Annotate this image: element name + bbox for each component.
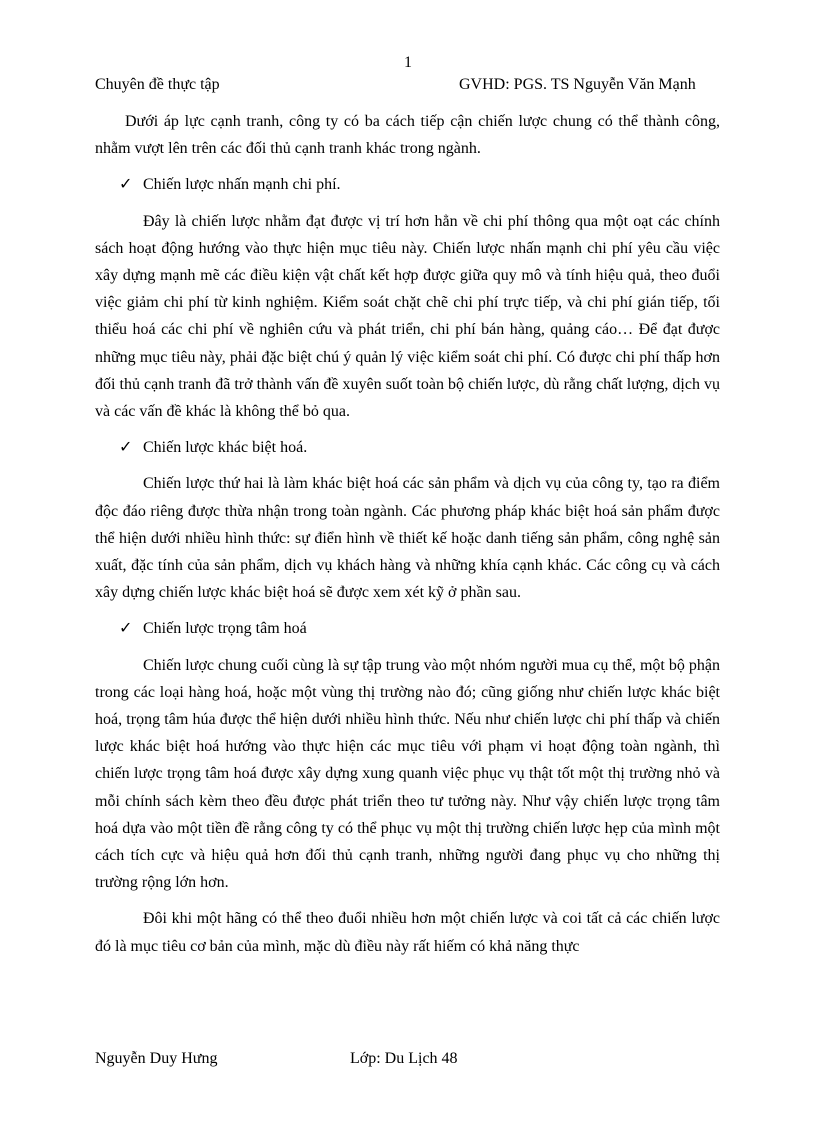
header-left-title: Chuyên đề thực tập <box>95 76 220 93</box>
paragraph: Chiến lược chung cuối cùng là sự tập trung vào một nhóm người mua cụ thể, một bộ phận trong các loại hàng hoá, hoặc một vùng thị trường nào đó; cũng giống như chiến lược khác biệt hoá, trọng tâm húa được thể hiện dưới nhiều hình thức. Nếu như chiến lược chi phí thấp và chiến lược khác biệt hoá hướng vào thực hiện các mục tiêu với phạm vi hoạt động toàn ngành, thì chiến lược trọng tâm hoá được xây dựng xung quanh việc phục vụ thật tốt một thị trường nhỏ và mỗi chính sách kèm theo đều được phát triển theo tư tưởng này. Như vậy chiến lược trọng tâm hoá dựa vào một tiền đề rằng công ty có thể phục vụ một thị trường chiến lược hẹp của mình một cách tích cực và hiệu quả hơn đối thủ cạnh tranh, những người đang phục vụ cho những thị trường rộng lớn hơn. <box>95 656 720 892</box>
section-heading-label: Chiến lược khác biệt hoá. <box>143 439 308 457</box>
paragraph: Đôi khi một hãng có thể theo đuổi nhiều hơn một chiến lược và coi tất cả các chiến lược đó là mục tiêu cơ bản của mình, mặc dù điều này rất hiếm có khả năng thực <box>95 910 720 955</box>
section-heading-cost <box>95 171 720 198</box>
section-heading-differentiation <box>95 434 720 461</box>
section-heading-label: Chiến lược trọng tâm hoá <box>143 620 307 638</box>
intro-paragraph: Dưới áp lực cạnh tranh, công ty có ba cách tiếp cận chiến lược chung có thể thành công, nhằm vượt lên trên các đối thủ cạnh tranh khác trong ngành. <box>95 113 720 158</box>
section-heading-focus <box>95 615 720 642</box>
paragraph: Chiến lược thứ hai là làm khác biệt hoá các sản phẩm và dịch vụ của công ty, tạo ra điểm độc đáo riêng được thừa nhận trong toàn ngành. Các phương pháp khác biệt hoá sản phẩm được thể hiện dưới nhiều hình thức: sự điển hình về thiết kế hoặc danh tiếng sản phẩm, công nghệ sản xuất, đặc tính của sản phẩm, dịch vụ khách hàng và những khía cạnh khác. Các công cụ và cách xây dựng chiến lược khác biệt hoá sẽ được xem xét kỹ ở phần sau. <box>95 475 720 602</box>
page-number: 1 <box>404 54 412 71</box>
checkmark-icon: ✓ <box>119 439 133 457</box>
header-right-supervisor: GVHD: PGS. TS Nguyễn Văn Mạnh <box>459 76 696 93</box>
section-heading-label: Chiến lược nhấn mạnh chi phí. <box>143 176 341 194</box>
checkmark-icon: ✓ <box>119 620 133 638</box>
footer-class: Lớp: Du Lịch 48 <box>350 1050 458 1067</box>
footer-author: Nguyễn Duy Hưng <box>95 1050 218 1067</box>
checkmark-icon: ✓ <box>119 176 133 194</box>
document-body <box>95 108 720 969</box>
paragraph: Đây là chiến lược nhằm đạt được vị trí hơn hẳn về chi phí thông qua một oạt các chính sách hoạt động hướng vào thực hiện mục tiêu này. Chiến lược nhấn mạnh chi phí yêu cầu việc xây dựng mạnh mẽ các điều kiện vật chất kết hợp được giữa quy mô và tính hiệu quả, theo đuổi việc giảm chi phí từ kinh nghiệm. Kiểm soát chặt chẽ chi phí trực tiếp, và chi phí gián tiếp, tối thiểu hoá các chi phí về nghiên cứu và phát triển, chi phí bán hàng, quảng cáo… Để đạt được những mục tiêu này, phải đặc biệt chú ý quản lý việc kiểm soát chi phí. Có được chi phí thấp hơn đối thủ cạnh tranh đã trở thành vấn đề xuyên suốt toàn bộ chiến lược, dù rằng chất lượng, dịch vụ và các vấn đề khác là không thể bỏ qua. <box>95 212 720 421</box>
